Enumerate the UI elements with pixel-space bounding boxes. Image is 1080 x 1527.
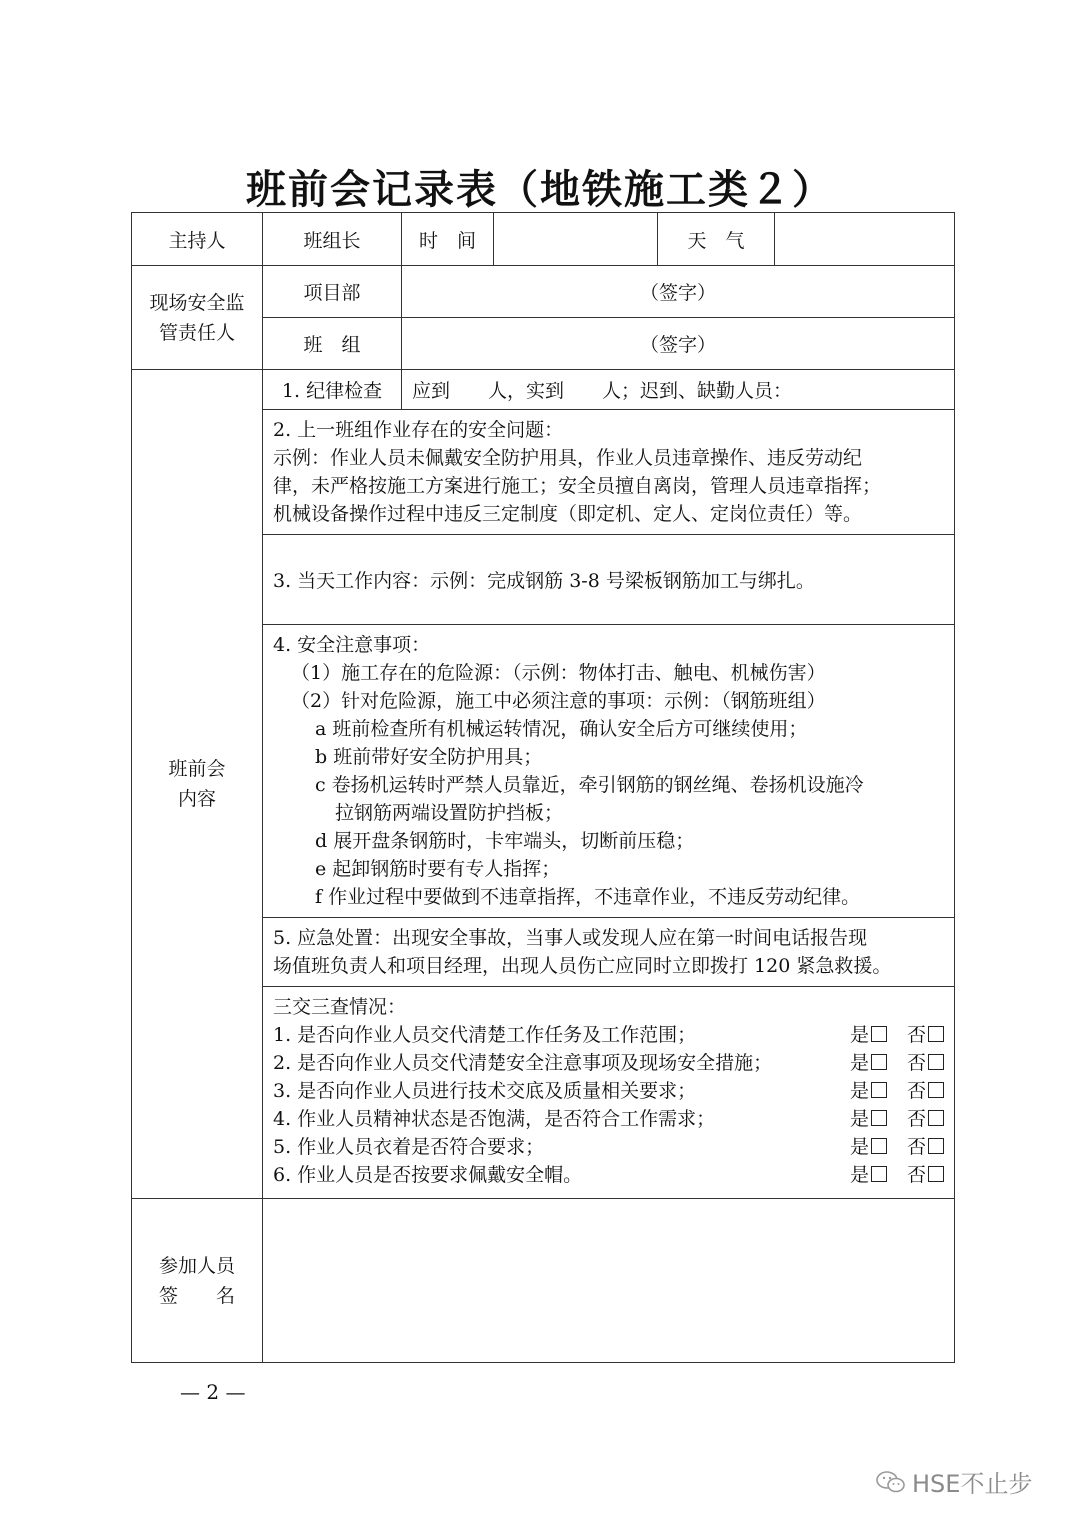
yes-label: 是: [849, 1052, 869, 1074]
check-list: [273, 1021, 944, 1189]
participants-signature-area[interactable]: [263, 1199, 955, 1363]
team-label: 班 组: [263, 318, 402, 370]
yes-no-options: [850, 1021, 944, 1049]
no-checkbox[interactable]: [928, 1166, 944, 1182]
wechat-icon: [876, 1470, 906, 1494]
no-option[interactable]: [907, 1105, 944, 1133]
watermark: [876, 1464, 1032, 1499]
check-item-text: 6. 作业人员是否按要求佩戴安全帽。: [273, 1164, 583, 1186]
check-item-text: 5. 作业人员衣着是否符合要求；: [273, 1136, 545, 1158]
item4-e: e 起卸钢筋时要有专人指挥；: [315, 858, 561, 880]
check-title: 三交三查情况：: [273, 996, 407, 1018]
no-checkbox[interactable]: [928, 1026, 944, 1042]
check-item-text: 2. 是否向作业人员交代清楚安全注意事项及现场安全措施；: [273, 1052, 773, 1074]
yes-option[interactable]: [850, 1077, 887, 1105]
safety-label-line1: 现场安全监: [149, 291, 245, 314]
host-label: 主持人: [132, 213, 263, 266]
weather-label: 天 气: [658, 213, 775, 266]
no-option[interactable]: [907, 1133, 944, 1161]
project-dept-signature[interactable]: （签字）: [402, 266, 955, 318]
check-item-text: 1. 是否向作业人员交代清楚工作任务及工作范围；: [273, 1024, 697, 1046]
item2-line1: 2. 上一班组作业存在的安全问题：: [273, 419, 564, 441]
participants-label: [132, 1199, 263, 1363]
check-item-text: 3. 是否向作业人员进行技术交底及质量相关要求；: [273, 1080, 697, 1102]
yes-label: 是: [849, 1164, 869, 1186]
no-checkbox[interactable]: [928, 1054, 944, 1070]
yes-label: 是: [849, 1080, 869, 1102]
yes-label: 是: [849, 1024, 869, 1046]
no-label: 否: [906, 1080, 926, 1102]
yes-checkbox[interactable]: [871, 1166, 887, 1182]
meeting-label-line2: 内容: [177, 788, 216, 810]
item4-hazard: （1）施工存在的危险源：（示例：物体打击、触电、机械伤害）: [291, 662, 826, 684]
yes-label: 是: [849, 1108, 869, 1130]
yes-checkbox[interactable]: [871, 1082, 887, 1098]
yes-option[interactable]: [850, 1049, 887, 1077]
project-dept-label: 项目部: [263, 266, 402, 318]
team-signature[interactable]: （签字）: [402, 318, 955, 370]
item4-notes-title: （2）针对危险源，施工中必须注意的事项：示例：（钢筋班组）: [291, 690, 826, 712]
no-label: 否: [906, 1164, 926, 1186]
check-item: [273, 1077, 944, 1105]
yes-label: 是: [849, 1136, 869, 1158]
safety-responsible-label: [132, 266, 263, 370]
item4-c1: c 卷扬机运转时严禁人员靠近，牵引钢筋的钢丝绳、卷扬机设施冷: [315, 774, 864, 796]
item5-line2: 场值班负责人和项目经理，出现人员伤亡应同时立即拨打 120 紧急救援。: [273, 955, 892, 977]
safety-notes[interactable]: [263, 625, 955, 918]
participants-label-line1: 参加人员: [158, 1254, 235, 1277]
check-item: [273, 1133, 944, 1161]
meeting-record-table: [131, 212, 955, 1363]
item2-line2: 示例：作业人员未佩戴安全防护用具，作业人员违章操作、违反劳动纪: [273, 447, 863, 469]
yes-checkbox[interactable]: [871, 1054, 887, 1070]
item4-c2: 拉钢筋两端设置防护挡板；: [335, 802, 564, 824]
emergency-handling[interactable]: [263, 918, 955, 987]
yes-checkbox[interactable]: [871, 1026, 887, 1042]
time-field[interactable]: [494, 213, 658, 266]
no-option[interactable]: [907, 1161, 944, 1189]
weather-field[interactable]: [775, 213, 955, 266]
item4-d: d 展开盘条钢筋时，卡牢端头，切断前压稳；: [315, 830, 695, 852]
item4-b: b 班前带好安全防护用具；: [315, 746, 543, 768]
host-value: 班组长: [263, 213, 402, 266]
page-number: — 2 —: [180, 1380, 246, 1404]
item4-title: 4. 安全注意事项：: [273, 634, 431, 656]
time-label: 时 间: [402, 213, 494, 266]
yes-no-options: [850, 1133, 944, 1161]
item2-line3: 律，未严格按施工方案进行施工；安全员擅自离岗，管理人员违章指挥；: [273, 475, 882, 497]
no-checkbox[interactable]: [928, 1110, 944, 1126]
check-item: [273, 1021, 944, 1049]
discipline-check-label: 1. 纪律检查: [263, 370, 402, 410]
yes-no-options: [850, 1105, 944, 1133]
participants-label-line2: 签 名: [158, 1284, 235, 1307]
page-title: 班前会记录表（地铁施工类２）: [246, 166, 834, 213]
yes-option[interactable]: [850, 1133, 887, 1161]
no-label: 否: [906, 1108, 926, 1130]
no-option[interactable]: [907, 1021, 944, 1049]
watermark-text: HSE不止步: [912, 1470, 1033, 1498]
no-checkbox[interactable]: [928, 1082, 944, 1098]
check-item: [273, 1161, 944, 1189]
yes-option[interactable]: [850, 1105, 887, 1133]
no-checkbox[interactable]: [928, 1138, 944, 1154]
no-option[interactable]: [907, 1049, 944, 1077]
yes-no-options: [850, 1049, 944, 1077]
discipline-check-text[interactable]: 应到 人，实到 人；迟到、缺勤人员：: [402, 370, 955, 410]
previous-safety-issues[interactable]: [263, 410, 955, 535]
no-label: 否: [906, 1024, 926, 1046]
yes-checkbox[interactable]: [871, 1138, 887, 1154]
no-label: 否: [906, 1136, 926, 1158]
yes-option[interactable]: [850, 1021, 887, 1049]
three-check-section: [263, 987, 955, 1199]
meeting-label-line1: 班前会: [168, 758, 226, 780]
today-work-content[interactable]: 3. 当天工作内容：示例：完成钢筋 3-8 号梁板钢筋加工与绑扎。: [263, 535, 955, 625]
item4-f: f 作业过程中要做到不违章指挥，不违章作业，不违反劳动纪律。: [315, 886, 861, 908]
yes-no-options: [850, 1077, 944, 1105]
safety-label-line2: 管责任人: [158, 321, 235, 344]
yes-option[interactable]: [850, 1161, 887, 1189]
check-item-text: 4. 作业人员精神状态是否饱满，是否符合工作需求；: [273, 1108, 716, 1130]
item4-a: a 班前检查所有机械运转情况，确认安全后方可继续使用；: [315, 718, 808, 740]
no-option[interactable]: [907, 1077, 944, 1105]
no-label: 否: [906, 1052, 926, 1074]
item5-line1: 5. 应急处置：出现安全事故，当事人或发现人应在第一时间电话报告现: [273, 927, 868, 949]
check-item: [273, 1105, 944, 1133]
yes-checkbox[interactable]: [871, 1110, 887, 1126]
meeting-content-label: [132, 370, 263, 1199]
yes-no-options: [850, 1161, 944, 1189]
check-item: [273, 1049, 944, 1077]
item2-line4: 机械设备操作过程中违反三定制度（即定机、定人、定岗位责任）等。: [273, 503, 863, 525]
